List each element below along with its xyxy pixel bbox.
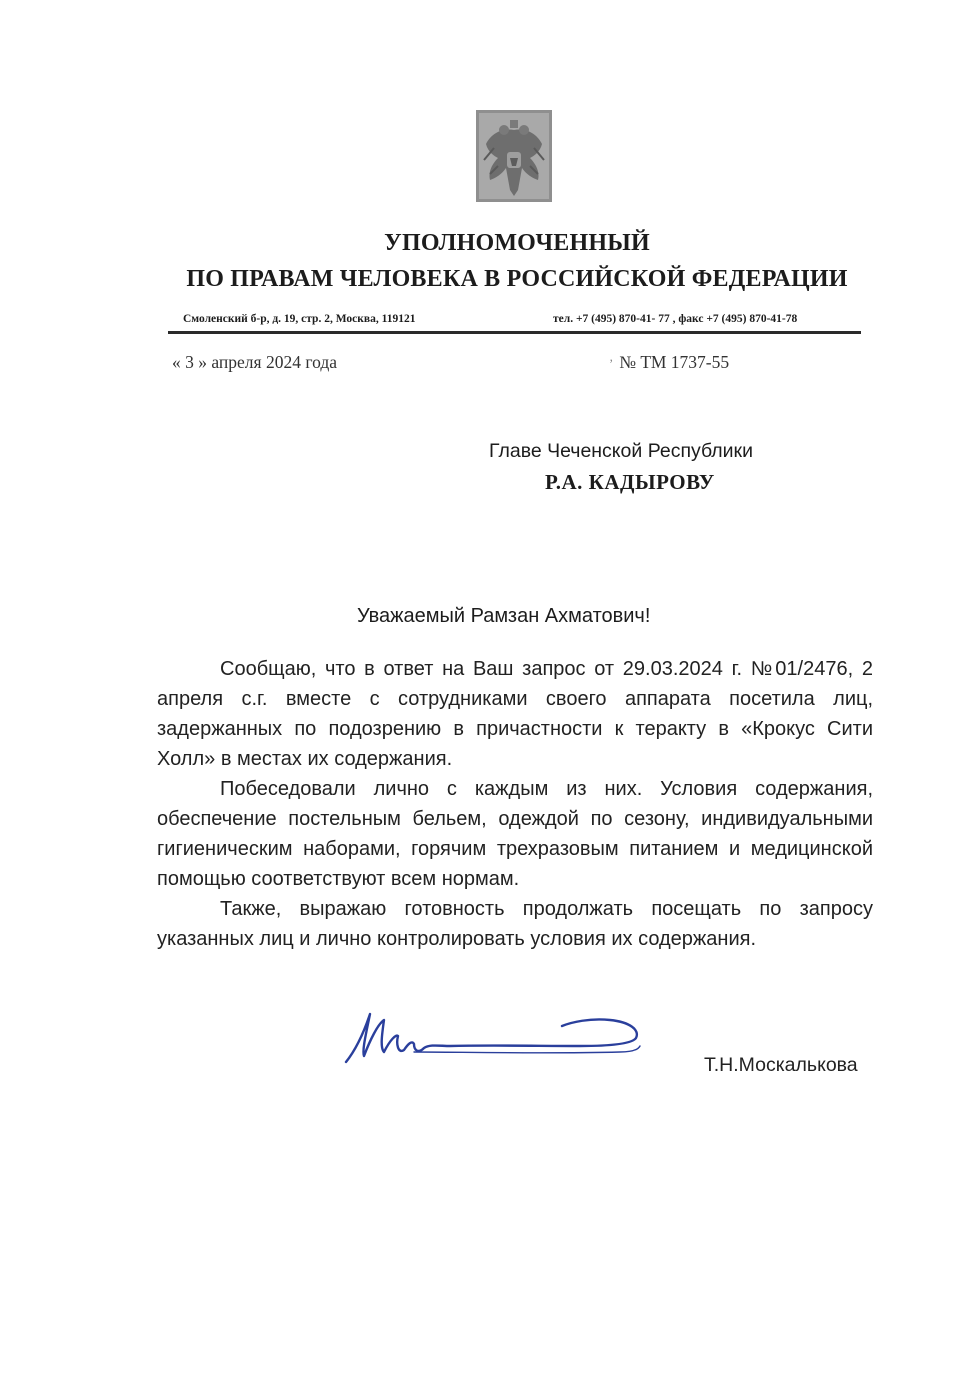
letter-date: « 3 » апреля 2024 года xyxy=(172,352,337,372)
issuer-address: Смоленский б-р, д. 19, стр. 2, Москва, 119121 xyxy=(183,313,416,325)
letter-number: № ТМ 1737-55 xyxy=(619,352,730,372)
letter-body xyxy=(157,654,873,954)
salutation: Уважаемый Рамзан Ахматович! xyxy=(357,605,651,627)
letter-number-wrapper xyxy=(609,352,729,373)
coat-of-arms-icon xyxy=(474,108,554,204)
body-paragraph: Также, выражаю готовность продолжать посещать по запросу указанных лиц и лично контролировать условия их содержания. xyxy=(157,898,873,950)
recipient-position: Главе Чеченской Республики xyxy=(489,440,753,462)
issuer-title-line-2: ПО ПРАВАМ ЧЕЛОВЕКА В РОССИЙСКОЙ ФЕДЕРАЦИИ xyxy=(186,266,848,292)
signer-name: Т.Н.Москалькова xyxy=(704,1054,858,1076)
issuer-contacts: тел. +7 (495) 870-41- 77 , факс +7 (495) 870-41-78 xyxy=(553,313,798,325)
header-divider xyxy=(168,331,861,334)
scan-mark: ʼ xyxy=(609,356,614,371)
body-paragraph: Побеседовали лично с каждым из них. Условия содержания, обеспечение постельным бельем, одеждой по сезону, индивидуальными гигиеническим наборами, горячим трехразовым питанием и медицинской помощью соответствуют всем нормам. xyxy=(157,778,873,890)
signature-image xyxy=(340,1000,650,1080)
recipient-name: Р.А. КАДЫРОВУ xyxy=(545,470,715,494)
issuer-title-line-1: УПОЛНОМОЧЕННЫЙ xyxy=(384,230,650,256)
body-paragraph: Сообщаю, что в ответ на Ваш запрос от 29.03.2024 г. №01/2476, 2 апреля с.г. вместе с сотрудниками своего аппарата посетила лиц, задержанных по подозрению в причастности к теракту в «Крокус Сити Холл» в местах их содержания. xyxy=(157,658,873,770)
